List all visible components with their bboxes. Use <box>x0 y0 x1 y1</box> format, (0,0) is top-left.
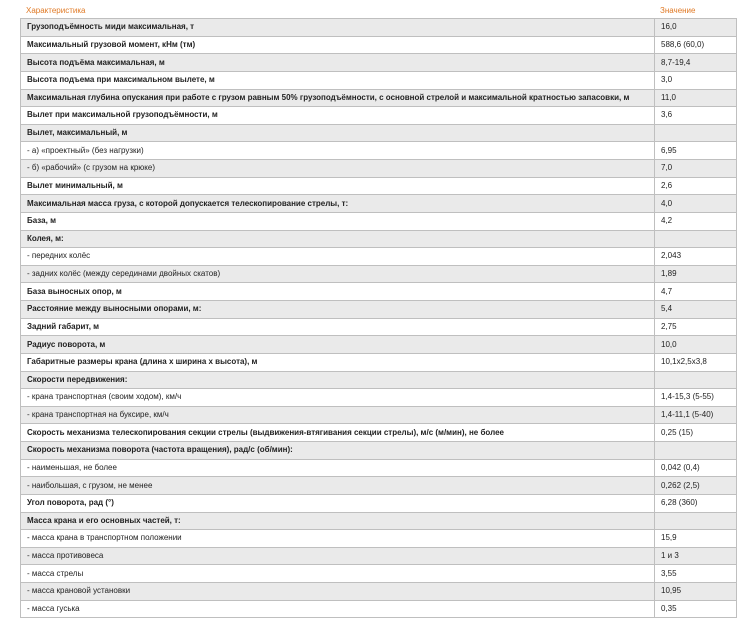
row-characteristic: База, м <box>21 212 655 230</box>
row-value: 0,35 <box>655 600 737 618</box>
table-row <box>21 494 737 512</box>
row-characteristic: - передних колёс <box>21 248 655 266</box>
row-value <box>655 124 737 142</box>
row-characteristic: Радиус поворота, м <box>21 336 655 354</box>
row-value: 2,6 <box>655 177 737 195</box>
row-characteristic: Скорость механизма телескопирования секции стрелы (выдвижения-втягивания секции стрелы), м/с (м/мин), не более <box>21 424 655 442</box>
table-row <box>21 583 737 601</box>
table-row <box>21 547 737 565</box>
row-value: 5,4 <box>655 301 737 319</box>
row-characteristic: Грузоподъёмность миди максимальная, т <box>21 19 655 37</box>
row-value: 0,25 (15) <box>655 424 737 442</box>
row-characteristic: - крана транспортная на буксире, км/ч <box>21 406 655 424</box>
row-characteristic: Высота подъёма максимальная, м <box>21 54 655 72</box>
row-value: 4,7 <box>655 283 737 301</box>
row-value: 0,262 (2,5) <box>655 477 737 495</box>
row-characteristic: - крана транспортная (своим ходом), км/ч <box>21 389 655 407</box>
row-characteristic: Скорость механизма поворота (частота вращения), рад/с (об/мин): <box>21 442 655 460</box>
table-row <box>21 301 737 319</box>
row-value: 10,0 <box>655 336 737 354</box>
table-row <box>21 565 737 583</box>
row-value: 15,9 <box>655 530 737 548</box>
row-characteristic: Вылет при максимальной грузоподъёмности, м <box>21 107 655 125</box>
row-value <box>655 371 737 389</box>
row-value <box>655 230 737 248</box>
row-characteristic: - масса гуська <box>21 600 655 618</box>
table-row <box>21 89 737 107</box>
row-characteristic: Масса крана и его основных частей, т: <box>21 512 655 530</box>
table-row <box>21 124 737 142</box>
table-row <box>21 54 737 72</box>
row-value: 6,95 <box>655 142 737 160</box>
row-characteristic: Расстояние между выносными опорами, м: <box>21 301 655 319</box>
table-header <box>20 4 736 18</box>
row-value: 4,0 <box>655 195 737 213</box>
row-value: 16,0 <box>655 19 737 37</box>
row-value: 11,0 <box>655 89 737 107</box>
row-characteristic: - масса противовеса <box>21 547 655 565</box>
table-row <box>21 212 737 230</box>
table-row <box>21 248 737 266</box>
row-characteristic: Угол поворота, рад (°) <box>21 494 655 512</box>
row-value: 588,6 (60,0) <box>655 36 737 54</box>
row-characteristic: - задних колёс (между серединами двойных скатов) <box>21 265 655 283</box>
table-row <box>21 371 737 389</box>
header-characteristic: Характеристика <box>26 6 86 15</box>
row-value: 2,75 <box>655 318 737 336</box>
table-row <box>21 600 737 618</box>
row-value: 8,7-19,4 <box>655 54 737 72</box>
table-row <box>21 336 737 354</box>
row-characteristic: Габаритные размеры крана (длина x ширина x высота), м <box>21 353 655 371</box>
table-row <box>21 71 737 89</box>
row-characteristic: - б) «рабочий» (с грузом на крюке) <box>21 160 655 178</box>
table-row <box>21 107 737 125</box>
header-value: Значение <box>660 6 696 15</box>
row-value: 4,2 <box>655 212 737 230</box>
table-row <box>21 318 737 336</box>
table-row <box>21 142 737 160</box>
row-characteristic: - наибольшая, с грузом, не менее <box>21 477 655 495</box>
table-row <box>21 177 737 195</box>
table-row <box>21 424 737 442</box>
table-row <box>21 442 737 460</box>
row-value: 0,042 (0,4) <box>655 459 737 477</box>
table-row <box>21 406 737 424</box>
table-row <box>21 19 737 37</box>
row-value: 1,4-11,1 (5-40) <box>655 406 737 424</box>
row-value: 3,0 <box>655 71 737 89</box>
table-row <box>21 230 737 248</box>
table-row <box>21 353 737 371</box>
specification-table-body <box>21 19 737 618</box>
table-row <box>21 477 737 495</box>
row-characteristic: Высота подъема при максимальном вылете, м <box>21 71 655 89</box>
row-characteristic: - масса стрелы <box>21 565 655 583</box>
row-characteristic: Вылет, максимальный, м <box>21 124 655 142</box>
row-characteristic: - а) «проектный» (без нагрузки) <box>21 142 655 160</box>
row-value: 10,95 <box>655 583 737 601</box>
table-row <box>21 389 737 407</box>
table-row <box>21 459 737 477</box>
row-characteristic: Вылет минимальный, м <box>21 177 655 195</box>
table-row <box>21 283 737 301</box>
row-value: 3,55 <box>655 565 737 583</box>
row-value: 6,28 (360) <box>655 494 737 512</box>
table-row <box>21 36 737 54</box>
row-characteristic: Максимальный грузовой момент, кНм (тм) <box>21 36 655 54</box>
row-value: 7,0 <box>655 160 737 178</box>
row-value: 3,6 <box>655 107 737 125</box>
row-characteristic: Задний габарит, м <box>21 318 655 336</box>
row-value: 1,4-15,3 (5-55) <box>655 389 737 407</box>
row-characteristic: - масса крана в транспортном положении <box>21 530 655 548</box>
row-value: 2,043 <box>655 248 737 266</box>
table-row <box>21 512 737 530</box>
row-characteristic: Максимальная масса груза, с которой допускается телескопирование стрелы, т: <box>21 195 655 213</box>
row-value <box>655 442 737 460</box>
row-characteristic: - масса крановой установки <box>21 583 655 601</box>
row-value <box>655 512 737 530</box>
row-value: 1 и 3 <box>655 547 737 565</box>
table-row <box>21 160 737 178</box>
table-row <box>21 195 737 213</box>
row-value: 10,1x2,5x3,8 <box>655 353 737 371</box>
row-characteristic: Колея, м: <box>21 230 655 248</box>
row-characteristic: База выносных опор, м <box>21 283 655 301</box>
table-row <box>21 265 737 283</box>
row-value: 1,89 <box>655 265 737 283</box>
row-characteristic: Скорости передвижения: <box>21 371 655 389</box>
specification-table <box>20 18 737 618</box>
table-row <box>21 530 737 548</box>
row-characteristic: - наименьшая, не более <box>21 459 655 477</box>
row-characteristic: Максимальная глубина опускания при работе с грузом равным 50% грузоподъёмности, с основной стрелой и максимальной кратностью запасовки, м <box>21 89 655 107</box>
